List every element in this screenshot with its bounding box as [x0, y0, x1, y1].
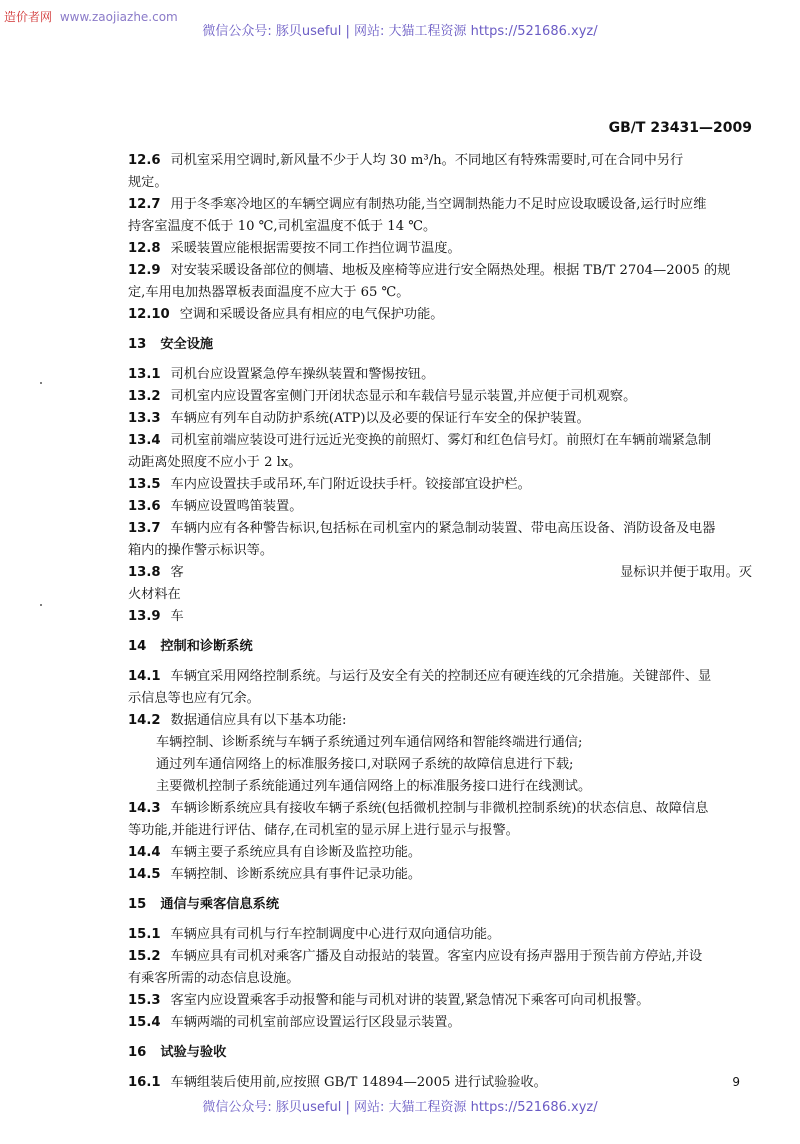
- clause-number: 12.9: [128, 263, 161, 278]
- section-title: 试验与验收: [160, 1045, 227, 1060]
- clause-14-2-sub: 通过列车通信网络上的标准服务接口,对联网子系统的故障信息进行下载;: [156, 757, 574, 772]
- section-title: 安全设施: [160, 337, 214, 352]
- clause-number: 14.4: [128, 845, 161, 860]
- clause-13-8: [128, 562, 752, 584]
- clause-13-8-line2: 火材料在: [128, 587, 181, 602]
- section-15-heading: [128, 894, 752, 916]
- clause-line: 对安装采暖设备部位的侧墙、地板及座椅等应进行安全隔热处理。根据 TB/T 2704—2005 的规: [170, 263, 731, 278]
- clause-number: 15.2: [128, 949, 161, 964]
- clause-text: 车: [170, 609, 184, 624]
- clause-line: 规定。: [128, 175, 168, 190]
- clause-number: 13.7: [128, 521, 161, 536]
- clause-12-6: [128, 150, 752, 172]
- clause-number: 12.7: [128, 197, 161, 212]
- clause-line: 司机室采用空调时,新风量不少于人均 30 m³/h。不同地区有特殊需要时,可在合同中另行: [170, 153, 684, 168]
- clause-14-3: [128, 798, 752, 820]
- clause-line: 用于冬季寒冷地区的车辆空调应有制热功能,当空调制热能力不足时应设取暖设备,运行时应维: [170, 197, 707, 212]
- clause-12-10: [128, 304, 752, 326]
- clause-13-1: [128, 364, 752, 386]
- clause-15-2: [128, 946, 752, 968]
- clause-14-1: [128, 666, 752, 688]
- clause-14-4: [128, 842, 752, 864]
- clauses-12: [128, 150, 752, 326]
- clauses-15: [128, 924, 752, 1034]
- page-number: 9: [732, 1075, 740, 1089]
- clause-line: 车辆宜采用网络控制系统。与运行及安全有关的控制还应有硬连线的冗余措施。关键部件、显: [170, 669, 712, 684]
- section-number: 13: [128, 337, 147, 352]
- clause-13-7: [128, 518, 752, 540]
- document-body: [128, 150, 752, 1094]
- clause-number: 13.4: [128, 433, 161, 448]
- clause-line: 车内应设置扶手或吊环,车门附近设扶手杆。铰接部宜设护栏。: [170, 477, 531, 492]
- clause-line: 司机室内应设置客室侧门开闭状态显示和车载信号显示装置,并应便于司机观察。: [170, 389, 637, 404]
- clause-line: 车辆应有列车自动防护系统(ATP)以及必要的保证行车安全的保护装置。: [170, 411, 590, 426]
- section-number: 15: [128, 897, 147, 912]
- clause-13-6: [128, 496, 752, 518]
- clause-line: 车辆应具有司机与行车控制调度中心进行双向通信功能。: [170, 927, 501, 942]
- scan-speck: [40, 382, 42, 384]
- watermark-bottom: 微信公众号: 豚贝useful | 网站: 大猫工程资源 https://521686.xyz/: [202, 1100, 598, 1115]
- clause-number: 15.4: [128, 1015, 161, 1030]
- clause-line: 空调和采暖设备应具有相应的电气保护功能。: [179, 307, 444, 322]
- clause-13-4: [128, 430, 752, 452]
- section-title: 控制和诊断系统: [160, 639, 253, 654]
- clause-number: 14.3: [128, 801, 161, 816]
- clause-line: 车辆应设置鸣笛装置。: [170, 499, 303, 514]
- clause-number: 13.9: [128, 609, 161, 624]
- clause-12-8: [128, 238, 752, 260]
- clause-text-right: 显标识并便于取用。灭: [620, 565, 752, 580]
- clause-13-3: [128, 408, 752, 430]
- clause-text: 数据通信应具有以下基本功能:: [170, 713, 347, 728]
- clause-line: 采暖装置应能根据需要按不同工作挡位调节温度。: [170, 241, 461, 256]
- section-16-heading: [128, 1042, 752, 1064]
- clause-line: 箱内的操作警示标识等。: [128, 543, 274, 558]
- clauses-14: [128, 798, 752, 886]
- clause-line: 客室内应设置乘客手动报警和能与司机对讲的装置,紧急情况下乘客可向司机报警。: [170, 993, 650, 1008]
- clause-number: 13.2: [128, 389, 161, 404]
- clause-15-4: [128, 1012, 752, 1034]
- clauses-16: [128, 1072, 752, 1094]
- clause-line: 有乘客所需的动态信息设施。: [128, 971, 300, 986]
- clause-15-3: [128, 990, 752, 1012]
- clause-14-2-sub: 主要微机控制子系统能通过列车通信网络上的标准服务接口进行在线测试。: [156, 779, 592, 794]
- clause-number: 14.2: [128, 713, 161, 728]
- clause-12-9: [128, 260, 752, 282]
- clause-number: 13.3: [128, 411, 161, 426]
- watermark-site-url: www.zaojiazhe.com: [59, 10, 178, 24]
- clause-number: 13.5: [128, 477, 161, 492]
- clause-number: 13.6: [128, 499, 161, 514]
- section-14-heading: [128, 636, 752, 658]
- section-title: 通信与乘客信息系统: [160, 897, 280, 912]
- clause-line: 车辆主要子系统应具有自诊断及监控功能。: [170, 845, 422, 860]
- clause-line: 车辆控制、诊断系统应具有事件记录功能。: [170, 867, 422, 882]
- clause-14-1-line2: 示信息等也应有冗余。: [128, 691, 260, 706]
- section-13-heading: [128, 334, 752, 356]
- clause-number: 12.8: [128, 241, 161, 256]
- clause-line: 车辆诊断系统应具有接收车辆子系统(包括微机控制与非微机控制系统)的状态信息、故障信息: [170, 801, 709, 816]
- clause-line: 动距离处照度不应小于 2 lx。: [128, 455, 302, 470]
- section-number: 14: [128, 639, 147, 654]
- clause-number: 13.1: [128, 367, 161, 382]
- clause-14-2: [128, 710, 752, 732]
- watermark-top: 微信公众号: 豚贝useful | 网站: 大猫工程资源 https://521686.xyz/: [202, 24, 598, 39]
- clause-line: 等功能,并能进行评估、储存,在司机室的显示屏上进行显示与报警。: [128, 823, 519, 838]
- clause-number: 14.5: [128, 867, 161, 882]
- clause-16-1: [128, 1072, 752, 1094]
- clause-number: 12.6: [128, 153, 161, 168]
- clause-line: 持客室温度不低于 10 ℃,司机室温度不低于 14 ℃。: [128, 219, 437, 234]
- clause-number: 16.1: [128, 1075, 161, 1090]
- watermark-site-name: 造价者网: [4, 10, 53, 24]
- clause-14-5: [128, 864, 752, 886]
- clause-line: 车辆组装后使用前,应按照 GB/T 14894—2005 进行试验验收。: [170, 1075, 547, 1090]
- document-code: GB/T 23431—2009: [608, 120, 752, 136]
- clause-12-7: [128, 194, 752, 216]
- clause-number: 13.8: [128, 565, 161, 580]
- clause-text: 客: [170, 565, 184, 580]
- clause-line: 司机台应设置紧急停车操纵装置和警惕按钮。: [170, 367, 435, 382]
- clause-13-5: [128, 474, 752, 496]
- clause-number: 14.1: [128, 669, 161, 684]
- clause-line: 车辆两端的司机室前部应设置运行区段显示装置。: [170, 1015, 461, 1030]
- clause-line: 车辆内应有各种警告标识,包括标在司机室内的紧急制动装置、带电高压设备、消防设备及电器: [170, 521, 716, 536]
- clauses-13: [128, 364, 752, 562]
- section-number: 16: [128, 1045, 147, 1060]
- clause-15-1: [128, 924, 752, 946]
- clause-line: 定,车用电加热器罩板表面温度不应大于 65 ℃。: [128, 285, 410, 300]
- clause-number: 15.1: [128, 927, 161, 942]
- scan-speck: [40, 604, 42, 606]
- clause-line: 车辆应具有司机对乘客广播及自动报站的装置。客室内应设有扬声器用于预告前方停站,并设: [170, 949, 703, 964]
- clause-13-2: [128, 386, 752, 408]
- clause-number: 12.10: [128, 307, 170, 322]
- clause-14-2-sub: 车辆控制、诊断系统与车辆子系统通过列车通信网络和智能终端进行通信;: [156, 735, 583, 750]
- clause-number: 15.3: [128, 993, 161, 1008]
- clause-line: 司机室前端应装设可进行远近光变换的前照灯、雾灯和红色信号灯。前照灯在车辆前端紧急制: [170, 433, 712, 448]
- clause-13-9: [128, 606, 752, 628]
